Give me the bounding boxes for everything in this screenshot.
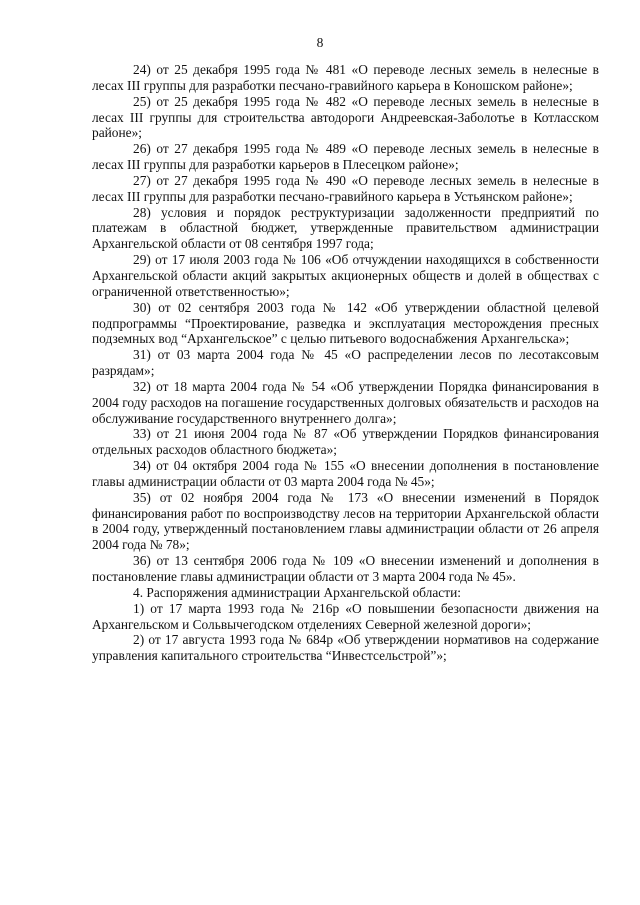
order-item-1: 1) от 17 марта 1993 года № 216р «О повышении безопасности движения на Архангельском и Сольвычегодском отделениях Северной железной дороги»; — [92, 600, 599, 632]
list-item-36: 36) от 13 сентября 2006 года № 109 «О внесении изменений и дополнения в постановление главы администрации области от 3 марта 2004 года № 45». — [92, 553, 599, 584]
list-item-33: 33) от 21 июня 2004 года № 87 «Об утверждении Порядков финансирования отдельных расходов областного бюджета»; — [92, 426, 599, 458]
list-item-29: 29) от 17 июля 2003 года № 106 «Об отчуждении находящихся в собственности Архангельской области акций закрытых акционерных обществ и долей в обществах с ограниченной ответственностью»; — [92, 252, 599, 299]
list-item-31: 31) от 03 марта 2004 года № 45 «О распределении лесов по лесотаксовым разрядам»; — [92, 347, 599, 379]
list-item-35: 35) от 02 ноября 2004 года № 173 «О внесении изменений в Порядок финансирования работ по воспроизводству лесов на территории Архангельской области в 2004 году, утвержденный постановлением главы администрации области от 26 апреля 2004 года № 78»; — [92, 489, 599, 553]
list-item-26: 26) от 27 декабря 1995 года № 489 «О переводе лесных земель в нелесные в лесах III группы для разработки карьеров в Плесецком районе»; — [92, 141, 599, 173]
page-number: 8 — [316, 35, 324, 50]
list-item-30: 30) от 02 сентября 2003 года № 142 «Об утверждении областной целевой подпрограммы “Проектирование, разведка и эксплуатация месторождения пресных подземных вод “Архангельское” с целью питьевого водоснабжения Архангельска»; — [92, 299, 599, 347]
order-item-2: 2) от 17 августа 1993 года № 684р «Об утверждении нормативов на содержание управления капитального строительства “Инвестсельстрой”»; — [92, 632, 599, 664]
list-item-27: 27) от 27 декабря 1995 года № 490 «О переводе лесных земель в нелесные в лесах III группы для разработки песчано-гравийного карьера в Устьянском районе»; — [92, 172, 599, 204]
list-item-28: 28) условия и порядок реструктуризации задолженности предприятий по платежам в областной бюджет, утвержденные правительством администрации Архангельской области от 08 сентября 1997 года; — [92, 204, 599, 252]
list-item-25: 25) от 25 декабря 1995 года № 482 «О переводе лесных земель в нелесные в лесах III группы для строительства автодороги Андреевская-Заболотье в Котласском районе»; — [92, 93, 599, 141]
section-heading: 4. Распоряжения администрации Архангельской области: — [133, 584, 461, 600]
document-body — [92, 62, 599, 664]
list-item-32: 32) от 18 марта 2004 года № 54 «Об утверждении Порядка финансирования в 2004 году расходов на погашение государственных долговых обязательств и расходов на обслуживание государственного внутреннего долга»; — [92, 378, 599, 426]
list-item-34: 34) от 04 октября 2004 года № 155 «О внесении дополнения в постановление главы администрации области от 03 марта 2004 года № 45»; — [92, 458, 599, 489]
list-item-24: 24) от 25 декабря 1995 года № 481 «О переводе лесных земель в нелесные в лесах III группы для разработки песчано-гравийного карьера в Коношском районе»; — [92, 62, 599, 93]
